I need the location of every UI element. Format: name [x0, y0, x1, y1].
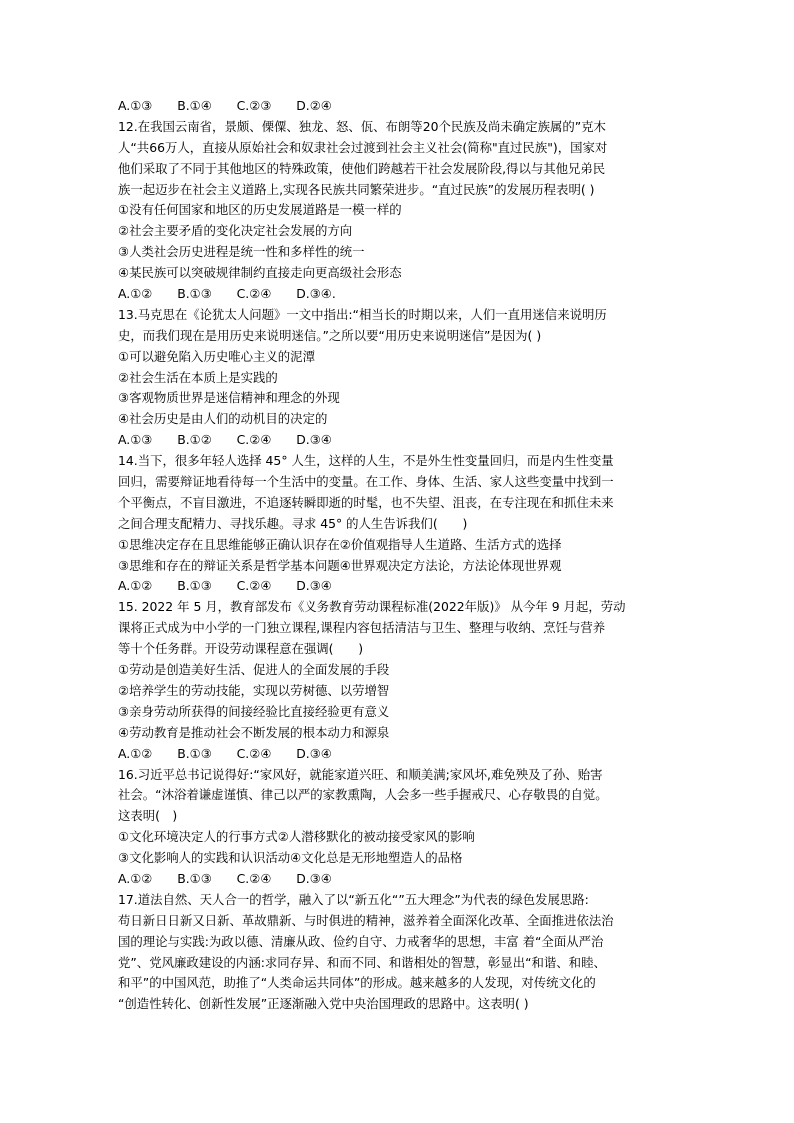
q16-stem-line: 这表明( )	[118, 808, 178, 824]
q13-stem-line: 13.马克思在《论犹太人问题》一文中指出:“相当长的时期以来，人们一直用迷信来说明历	[118, 306, 607, 322]
q12-option: ②社会主要矛盾的变化决定社会发展的方向	[118, 223, 353, 239]
question-16	[118, 765, 678, 890]
q15-stem-line: 15. 2022 年 5 月，教育部发布《义务教育劳动课程标准(2022年版)》 从今年 9 月起，劳动	[118, 599, 626, 615]
exam-page	[118, 96, 678, 1015]
q12-option: ①没有任何国家和地区的历史发展道路是一模一样的	[118, 202, 402, 218]
q16-stem-line: 社会。“沐浴着谦虚谨慎、律己以严的家教熏陶，人会多一些手握戒尺、心存敬畏的自觉。	[118, 787, 608, 803]
q14-option: ③思维和存在的辩证关系是哲学基本问题④世界观决定方法论，方法论体现世界观	[118, 557, 562, 573]
question-17	[118, 890, 678, 1015]
q12-stem-line: 他们采取了不同于其他地区的特殊政策，使他们跨越若干社会发展阶段,得以与其他兄弟民	[118, 160, 606, 176]
q13-option: ②社会生活在本质上是实践的	[118, 369, 278, 385]
q17-stem-line: 和平”的中国风范，助推了“人类命运共同体”的形成。越来越多的人发现，对传统文化的	[118, 975, 596, 991]
question-15	[118, 597, 678, 764]
q14-option: ①思维决定存在且思维能够正确认识存在②价值观指导人生道路、生活方式的选择	[118, 536, 562, 552]
q13-answer-choices: A.①③ B.①② C.②④ D.③④	[118, 432, 332, 448]
q14-stem-line: 回归，需要辩证地看待每一个生活中的变量。在工作、身体、生活、家人这些变量中找到一	[118, 474, 614, 490]
q17-stem-line: 党”、党风廉政建设的内涵:求同存异、和而不同、和谐相处的智慧，彰显出“和谐、和睦、	[118, 954, 606, 970]
q14-stem-line: 之间合理支配精力、寻找乐趣。寻求 45° 的人生告诉我们( )	[118, 515, 468, 531]
q16-answer-choices: A.①② B.①③ C.②④ D.③④	[118, 870, 332, 886]
q13-stem-line: 史，而我们现在是用历史来说明迷信。”之所以要“用历史来说明迷信”是因为( )	[118, 327, 542, 343]
q17-stem-line: 国的理论与实践:为政以德、清廉从政、俭约自守、力戒奢华的思想，丰富 着“全面从严治	[118, 933, 604, 949]
q13-option: ①可以避免陷入历史唯心主义的泥潭	[118, 348, 315, 364]
q16-option: ③文化影响人的实践和认识活动④文化总是无形地塑造人的品格	[118, 850, 463, 866]
q16-option: ①文化环境决定人的行事方式②人潜移默化的被动接受家风的影响	[118, 829, 475, 845]
q15-answer-choices: A.①② B.①③ C.②④ D.③④	[118, 745, 332, 761]
question-14	[118, 451, 678, 597]
q12-stem-line: 人“共66万人，直接从原始社会和奴隶社会过渡到社会主义社会(简称"直过民族")，国家对	[118, 139, 608, 155]
q15-stem-line: 等十个任务群。开设劳动课程意在强调( )	[118, 641, 364, 657]
q14-stem-line: 个平衡点，不盲目激进，不追逐转瞬即逝的时髦，也不失望、沮丧，在专注现在和抓住未来	[118, 494, 614, 510]
q12-stem-line: 12.在我国云南省，景颇、傈僳、独龙、怒、佤、布朗等20个民族及尚未确定族属的”克木	[118, 118, 606, 134]
q12-option: ④某民族可以突破规律制约直接走向更高级社会形态	[118, 265, 402, 281]
q16-stem-line: 16.习近平总书记说得好:“家风好，就能家道兴旺、和顺美满;家风坏,难免殃及了孙、贻害	[118, 766, 603, 782]
q15-stem-line: 课将正式成为中小学的一门独立课程,课程内容包括清洁与卫生、整理与收纳、烹饪与营养	[118, 620, 606, 636]
q12-option: ③人类社会历史进程是统一性和多样性的统一	[118, 244, 365, 260]
q14-stem-line: 14.当下，很多年轻人选择 45° 人生，这样的人生，不是外生性变量回归，而是内生性变量	[118, 453, 614, 469]
q14-answer-choices: A.①② B.①③ C.②④ D.③④	[118, 578, 332, 594]
q17-stem-line: 17.道法自然、天人合一的哲学，融入了以“新五化“”五大理念”为代表的绿色发展思路:	[118, 891, 589, 907]
q13-option: ③客观物质世界是迷信精神和理念的外现	[118, 390, 340, 406]
q15-option: ③亲身劳动所获得的间接经验比直接经验更有意义	[118, 703, 390, 719]
q12-stem-line: 族一起迈步在社会主义道路上,实现各民族共同繁荣进步。“直过民族”的发展历程表明( )	[118, 181, 595, 197]
question-13	[118, 305, 678, 451]
q17-stem-line: “创造性转化、创新性发展”正逐渐融入党中央治国理政的思路中。这表明( )	[118, 996, 529, 1012]
q13-option: ④社会历史是由人们的动机目的决定的	[118, 411, 328, 427]
q15-option: ①劳动是创造美好生活、促进人的全面发展的手段	[118, 662, 390, 678]
q12-answer-choices: A.①② B.①③ C.②④ D.③④.	[118, 286, 336, 302]
q15-option: ②培养学生的劳动技能，实现以劳树德、以劳增智	[118, 682, 390, 698]
q11-answer-choices: A.①③ B.①④ C.②③ D.②④	[118, 98, 332, 113]
q15-option: ④劳动教育是推动社会不断发展的根本动力和源泉	[118, 724, 390, 740]
question-12	[118, 117, 678, 305]
q17-stem-line: 苟日新日日新又日新、革故鼎新、与时俱进的精神，滋养着全面深化改革、全面推进依法治	[118, 912, 614, 928]
